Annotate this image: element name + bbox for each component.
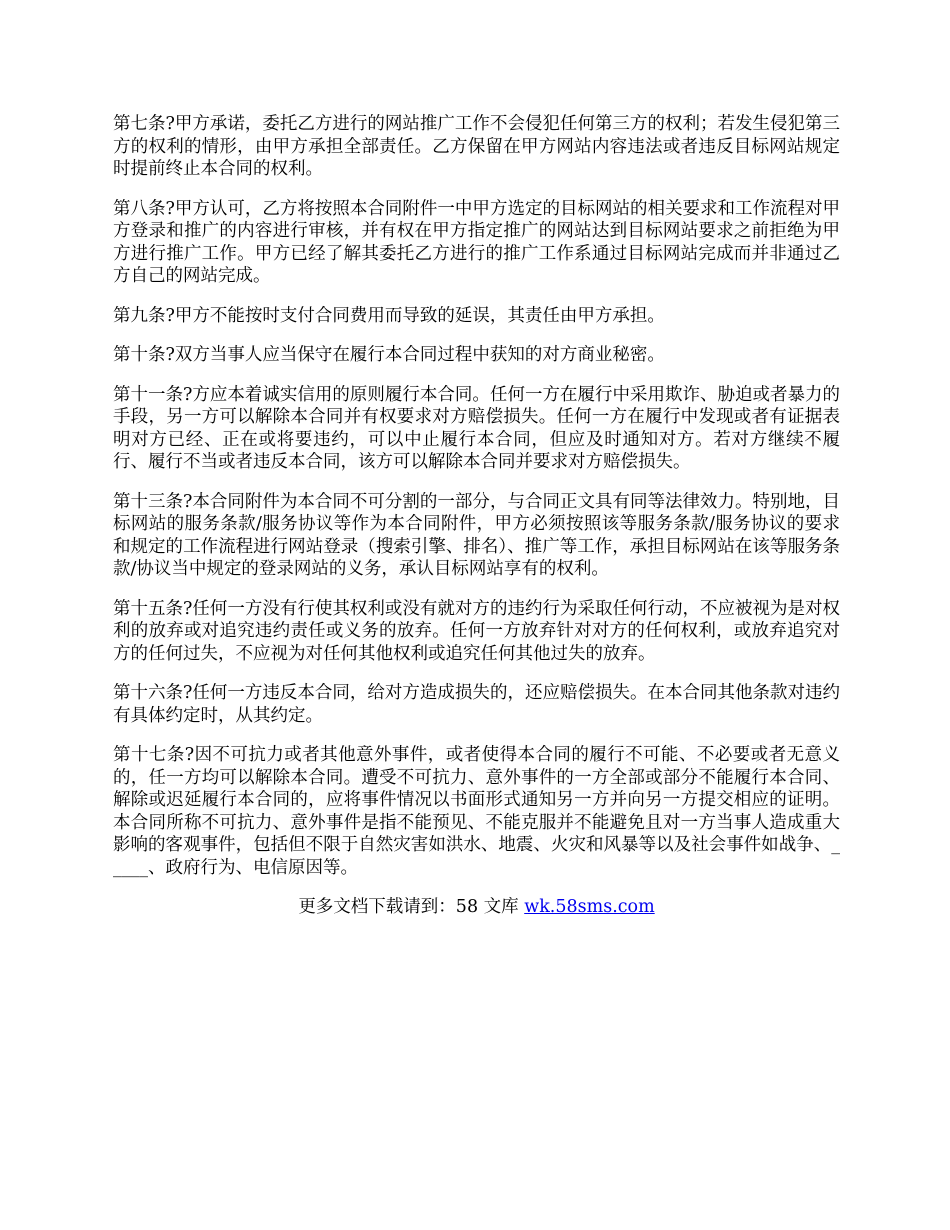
footer (113, 896, 840, 919)
clause-16: 第十六条?任何一方违反本合同，给对方造成损失的，还应赔偿损失。在本合同其他条款对违约有具体约定时，从其约定。 (113, 683, 840, 726)
clause-9: 第九条?甲方不能按时支付合同费用而导致的延误，其责任由甲方承担。 (113, 305, 665, 326)
clause-17: 第十七条?因不可抗力或者其他意外事件，或者使得本合同的履行不可能、不必要或者无意义的，任一方均可以解除本合同。遭受不可抗力、意外事件的一方全部或部分不能履行本合同、解除或迟延履行本合同的，应将事件情况以书面形式通知另一方并向另一方提交相应的证明。本合同所称不可抗力、意外事件是指不能预见、不能克服并不能避免且对一方当事人造成重大影响的客观事件，包括但不限于自然灾害如洪水、地震、火灾和风暴等以及社会事件如战争、_____、政府行为、电信原因等。 (113, 745, 840, 878)
clause-11: 第十一条?方应本着诚实信用的原则履行本合同。任何一方在履行中采用欺诈、胁迫或者暴力的手段，另一方可以解除本合同并有权要求对方赔偿损失。任何一方在履行中发现或者有证据表明对方已经、正在或将要违约，可以中止履行本合同，但应及时通知对方。若对方继续不履行、履行不当或者违反本合同，该方可以解除本合同并要求对方赔偿损失。 (113, 384, 840, 472)
clause-13: 第十三条?本合同附件为本合同不可分割的一部分，与合同正文具有同等法律效力。特别地，目标网站的服务条款/服务协议等作为本合同附件，甲方必须按照该等服务条款/服务协议的要求和规定的工作流程进行网站登录（搜索引擎、排名）、推广等工作，承担目标网站在该等服务条款/协议当中规定的登录网站的义务，承认目标网站享有的权利。 (113, 491, 840, 579)
clause-7: 第七条?甲方承诺，委托乙方进行的网站推广工作不会侵犯任何第三方的权利；若发生侵犯第三方的权利的情形，由甲方承担全部责任。乙方保留在甲方网站内容违法或者违反目标网站规定时提前终止本合同的权利。 (113, 114, 840, 179)
document-page (113, 113, 840, 919)
clause-10: 第十条?双方当事人应当保守在履行本合同过程中获知的对方商业秘密。 (113, 345, 665, 365)
clause-15: 第十五条?任何一方没有行使其权利或没有就对方的违约行为采取任何行动，不应被视为是对权利的放弃或对追究违约责任或义务的放弃。任何一方放弃针对对方的任何权利，或放弃追究对方的任何过失，不应视为对任何其他权利或追究任何其他过失的放弃。 (113, 598, 840, 664)
footer-prefix: 更多文档下载请到：58 文库 (298, 897, 525, 917)
clause-8: 第八条?甲方认可，乙方将按照本合同附件一中甲方选定的目标网站的相关要求和工作流程对甲方登录和推广的内容进行审核，并有权在甲方指定推广的网站达到目标网站要求之前拒绝为甲方进行推广工作。甲方已经了解其委托乙方进行的推广工作系通过目标网站完成而并非通过乙方自己的网站完成。 (113, 198, 840, 286)
footer-link[interactable]: wk.58sms.com (524, 897, 655, 917)
